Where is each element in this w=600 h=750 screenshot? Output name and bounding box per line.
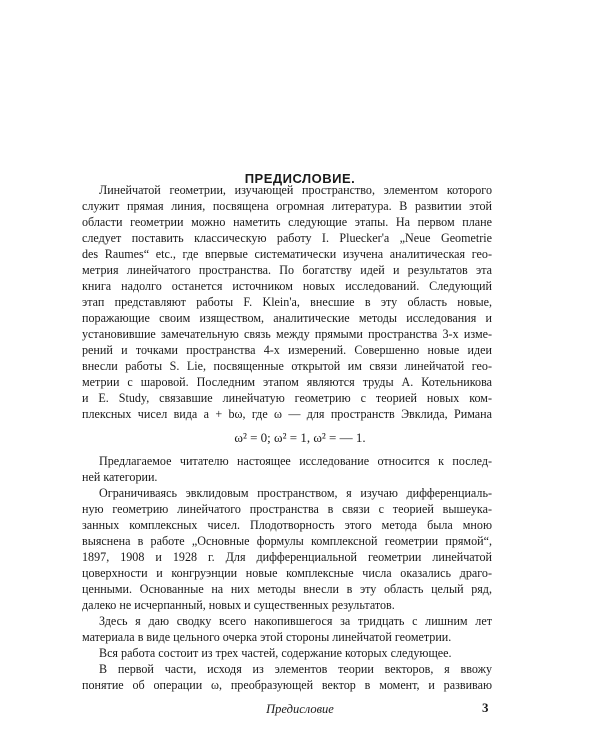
- paragraph-line: ней категории.: [82, 470, 158, 484]
- paragraph-line: метрии с шаровой. Последним этапом являются труды А. Котельникова: [82, 375, 492, 389]
- paragraph-line: внесли работы S. Lie, посвященные открытой им связи линейчатой гео-: [82, 359, 492, 373]
- paragraph-line: этап представляют работы F. Klein'a, внесшие в эту область новые,: [82, 295, 492, 309]
- paragraph-line: плексных чисел вида a + bω, где ω — для пространств Эвклида, Римана: [82, 407, 492, 421]
- paragraph-line: метрия линейчатого пространства. По богатству идей и результатов эта: [82, 263, 492, 277]
- paragraph-line: далеко не исчерпанный, новых и существенных результатов.: [82, 598, 395, 612]
- paragraph-line: поражающие своим изяществом, аналитические методы исследования и: [82, 311, 492, 325]
- paragraph-line: рений и точками пространства 4-х измерений. Совершенно новые идеи: [82, 343, 492, 357]
- paragraph-line: ную геометрию линейчатого пространства в связи с теорией вышеука-: [82, 502, 492, 516]
- paragraph-line: книга надолго останется источником новых исследований. Следующий: [82, 279, 492, 293]
- paragraph-line: Здесь я даю сводку всего накопившегося за тридцать с лишним лет: [99, 614, 492, 628]
- paragraph-line: выяснена в работе „Основные формулы комплексной геометрии прямой“,: [82, 534, 492, 548]
- paragraph-line: Ограничиваясь эвклидовым пространством, я изучаю дифференциаль-: [99, 486, 492, 500]
- paragraph-line: Линейчатой геометрии, изучающей пространство, элементом которого: [99, 183, 492, 197]
- running-footer-title: Предисловие: [266, 702, 334, 716]
- paragraph-line: установившие замечательную связь между прямыми пространства 3-х изме-: [82, 327, 492, 341]
- paragraph-line: следует поставить классическую работу I. Pluecker'a „Neue Geometrie: [82, 231, 492, 245]
- paragraph-line: и E. Study, связавшие линейчатую геометрию с теорией новых ком-: [82, 391, 492, 405]
- paragraph-line: служит прямая линия, посвящена огромная литература. В развитии этой: [82, 199, 492, 213]
- paragraph-line: ценными. Основанные на них методы внесли в эту область целый ряд,: [82, 582, 492, 596]
- paragraph-line: des Raumes“ etc., где впервые систематически изучена аналитическая гео-: [82, 247, 492, 261]
- paragraph-line: Вся работа состоит из трех частей, содержание которых следующее.: [99, 646, 452, 660]
- paragraph-line: цоверхности и конгруэнции новые комплексные числа оказались драго-: [82, 566, 492, 580]
- paragraph-line: занных комплексных чисел. Плодотворность этого метода была мною: [82, 518, 492, 532]
- paragraph-line: Предлагаемое читателю настоящее исследование относится к послед-: [99, 454, 492, 468]
- paragraph-line: В первой части, исходя из элементов теории векторов, я ввожу: [99, 662, 492, 676]
- equation: ω² = 0; ω² = 1, ω² = — 1.: [234, 430, 366, 445]
- paragraph-line: материала в виде цельного очерка этой стороны линейчатой геометрии.: [82, 630, 452, 644]
- paragraph-line: понятие об операции ω, преобразующей вектор в момент, и развиваю: [82, 678, 492, 692]
- page-title: ПРЕДИСЛОВИЕ.: [244, 171, 356, 186]
- paragraph-line: 1897, 1908 и 1928 г. Для дифференциальной геометрии линейчатой: [82, 550, 492, 564]
- page-number: 3: [482, 700, 489, 715]
- paragraph-line: области геометрии можно наметить следующие этапы. На первом плане: [82, 215, 492, 229]
